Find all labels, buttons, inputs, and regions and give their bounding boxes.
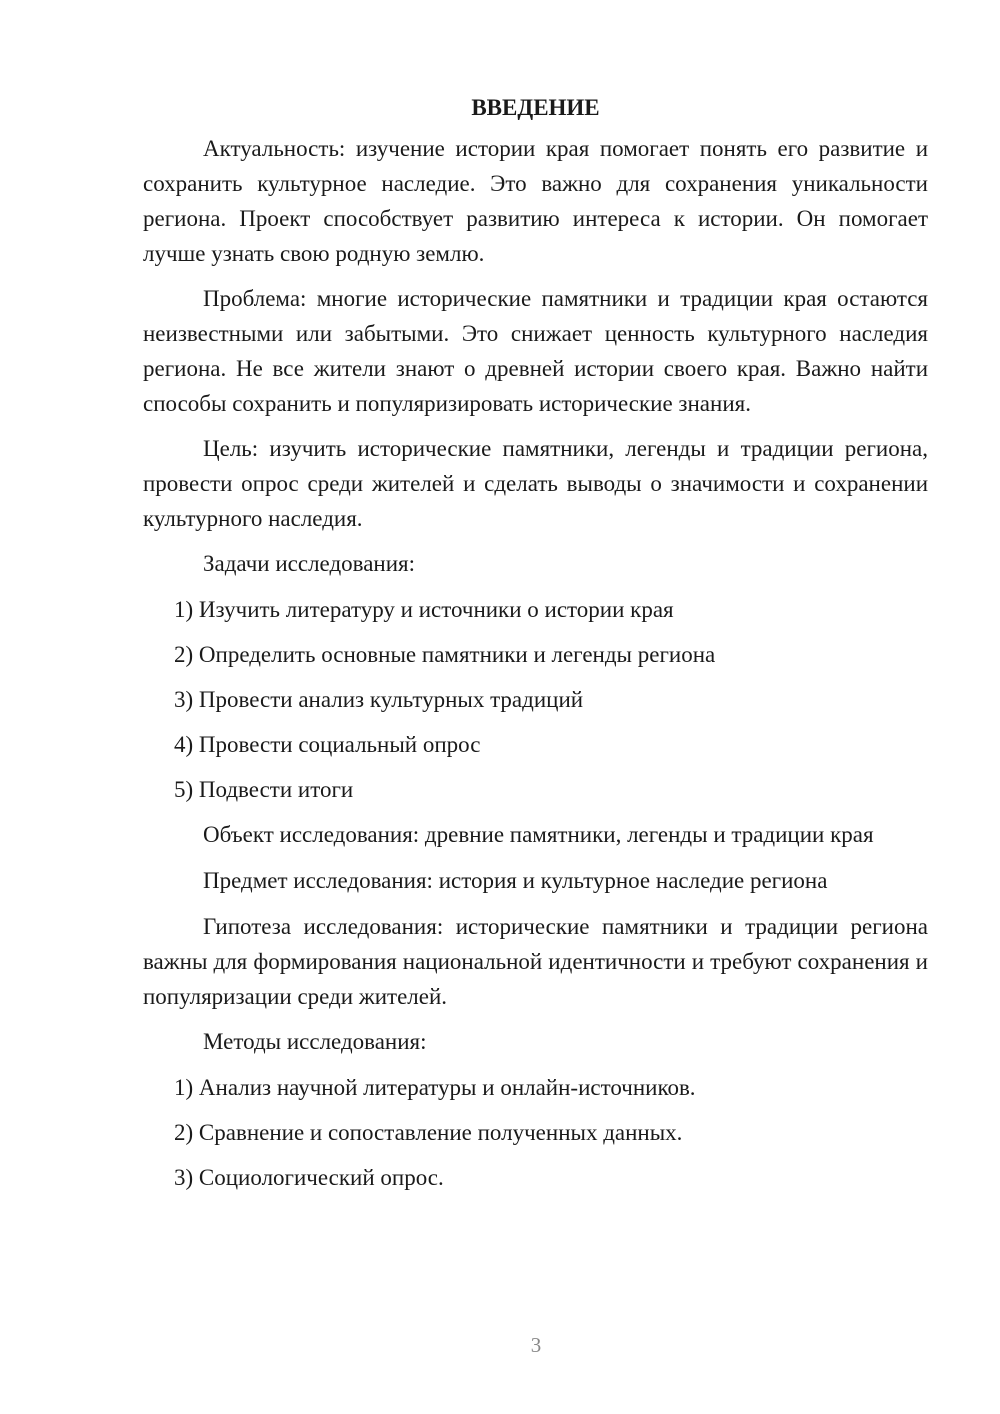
page-title: ВВЕДЕНИЕ bbox=[471, 95, 600, 120]
list-item: 2) Сравнение и сопоставление полученных данных. bbox=[174, 1120, 683, 1145]
tasks-list bbox=[143, 592, 928, 807]
problem-paragraph: Проблема: многие исторические памятники и традиции края остаются неизвестными или забытыми. Это снижает ценность культурного наследия региона. Не все жители знают о древней истории своего края. Важно найти способы сохранить и популяризировать исторические знания. bbox=[143, 286, 928, 416]
list-item: 5) Подвести итоги bbox=[174, 777, 354, 802]
document-page bbox=[143, 90, 928, 1205]
subject-line: Предмет исследования: история и культурное наследие региона bbox=[203, 868, 828, 893]
list-item: 3) Социологический опрос. bbox=[174, 1165, 444, 1190]
list-item: 3) Провести анализ культурных традиций bbox=[174, 687, 584, 712]
list-item: 2) Определить основные памятники и легенды региона bbox=[174, 642, 716, 667]
hypothesis-paragraph: Гипотеза исследования: исторические памятники и традиции региона важны для формирования национальной идентичности и требуют сохранения и популяризации среди жителей. bbox=[143, 914, 928, 1009]
goal-paragraph: Цель: изучить исторические памятники, легенды и традиции региона, провести опрос среди жителей и сделать выводы о значимости и сохранении культурного наследия. bbox=[143, 436, 928, 531]
list-item: 1) Анализ научной литературы и онлайн-источников. bbox=[174, 1075, 696, 1100]
list-item: 4) Провести социальный опрос bbox=[174, 732, 481, 757]
methods-label: Методы исследования: bbox=[203, 1029, 427, 1054]
page-number: 3 bbox=[530, 1333, 542, 1357]
object-line: Объект исследования: древние памятники, легенды и традиции края bbox=[203, 822, 874, 847]
methods-list bbox=[143, 1070, 928, 1195]
tasks-label: Задачи исследования: bbox=[203, 551, 416, 576]
list-item: 1) Изучить литературу и источники о истории края bbox=[174, 597, 674, 622]
relevance-paragraph: Актуальность: изучение истории края помогает понять его развитие и сохранить культурное наследие. Это важно для сохранения уникальности региона. Проект способствует развитию интереса к истории. Он помогает лучше узнать свою родную землю. bbox=[143, 136, 928, 266]
